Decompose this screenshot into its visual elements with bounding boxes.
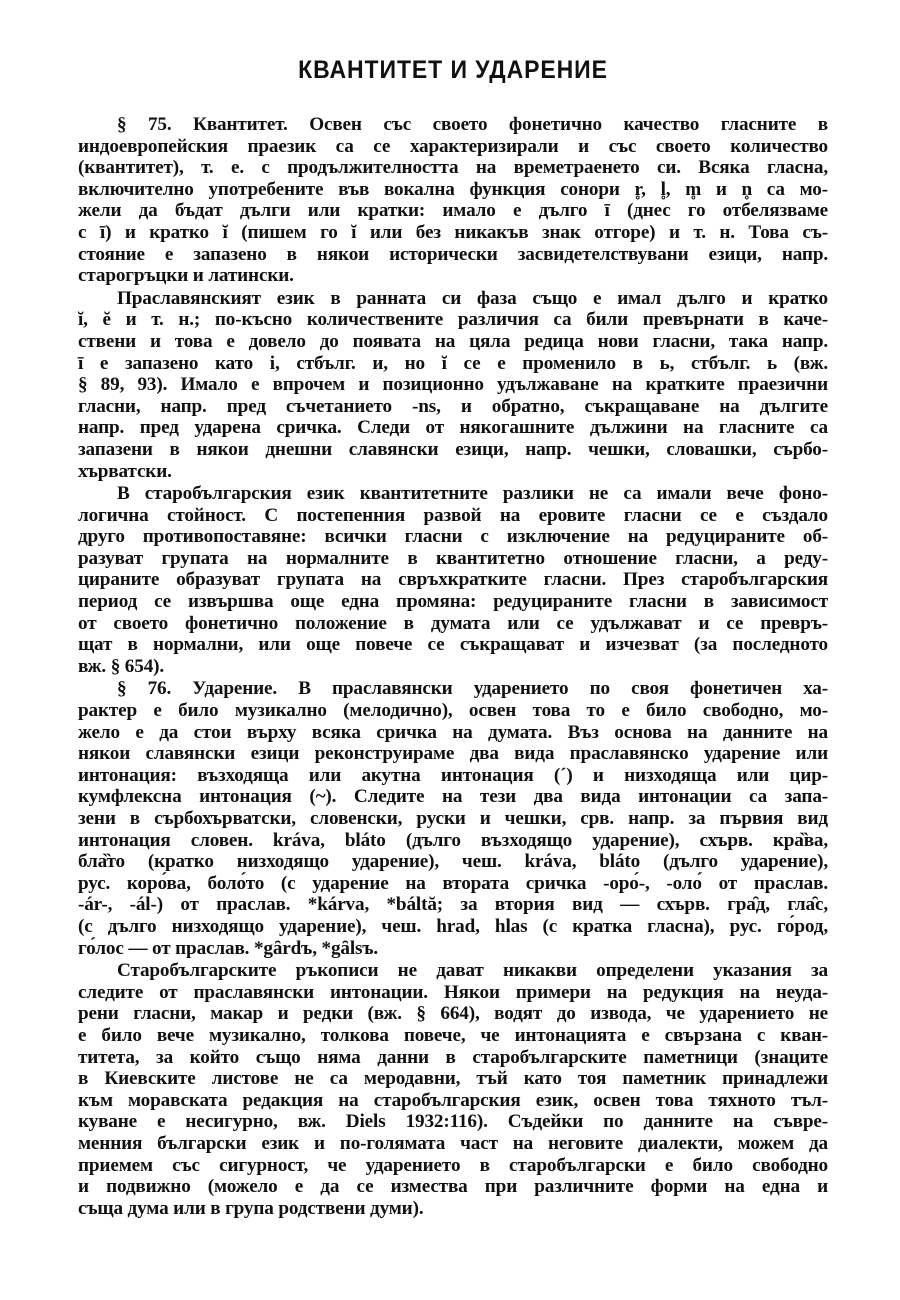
text-line: зени в сърбохърватски, словенски, руски и чешки, срв. напр. за първия вид	[78, 808, 828, 829]
text-line: Старобългарските ръкописи не дават никакви определени указания за	[117, 960, 828, 982]
text-line: титета, за който също няма данни в старобългарските паметници (знаците	[78, 1046, 828, 1068]
paragraph	[78, 483, 828, 677]
text-line: кумфлексна интонация (~). Следите на тези два вида интонации са запа-	[78, 786, 828, 808]
text-line: друго противопоставяне: всички гласни с изключение на редуцираните об-	[78, 526, 828, 548]
text-line: и подвижно (можело е да се измества при различните форми на една и	[78, 1176, 828, 1198]
text-line: § 75. Квантитет. Освен със своето фонетично качество гласните в	[117, 114, 828, 135]
paragraph	[78, 288, 828, 482]
text-line: менния български език и по-голямата част на неговите диалекти, можем да	[78, 1132, 828, 1154]
text-line: го́лос — от праслав. *gȃrdъ, *gȃlsъ.	[78, 937, 379, 959]
text-line: рус. коро́ва, боло́то (с ударение на втората сричка -оро́-, -оло́ от праслав.	[78, 872, 828, 894]
text-line: рактер е било музикално (мелодично), освен това то е било свободно, мо-	[78, 700, 828, 722]
text-line: § 76. Ударение. В праславянски ударението по своя фонетичен ха-	[117, 678, 828, 700]
text-line: някои славянски езици реконструираме два вида праславянско ударение или	[78, 743, 828, 765]
paragraph	[78, 114, 828, 287]
text-line: интонация: възходяща или акутна интонация (´) и низходяща или цир-	[78, 764, 828, 786]
text-line: ī е запазено като i, стбълг. и, но ĭ се е променило в ь, стбълг. ь (вж.	[78, 352, 828, 374]
text-line: (с дълго низходящо ударение), чеш. hrad, hlas (с кратка гласна), рус. го́род,	[78, 915, 828, 937]
text-line: включително употребените във вокална функция сонори r̥, l̥, m̥ и n̥ са мо-	[78, 178, 828, 200]
text-line: щат в нормални, или още повече се съкращават и изчезват (за последното	[78, 634, 828, 656]
text-line: разуват групата на нормалните в квантитетно отношение гласни, а реду-	[78, 547, 828, 569]
paragraph	[78, 960, 828, 1219]
book-page	[78, 56, 828, 1219]
text-line: стояние е запазено в някои исторически засвидетелствувани езици, напр.	[78, 243, 828, 265]
page-title: КВАНТИТЕТ И УДАРЕНИЕ	[298, 56, 608, 84]
text-line: с ī) и кратко ĭ (пишем го ĭ или без никакъв знак отгоре) и т. н. Това съ-	[78, 221, 828, 243]
text-line: Праславянският език в ранната си фаза също е имал дълго и кратко	[117, 287, 828, 309]
text-line: напр. пред ударена сричка. Следи от някогашните дължини на гласните са	[78, 417, 828, 439]
text-line: хърватски.	[78, 460, 172, 482]
text-line: е било вече музикално, толкова повече, че интонацията е свързана с кван-	[78, 1024, 828, 1046]
text-line: логична стойност. С постепенния развой на еровите гласни се е създало	[78, 504, 828, 526]
text-line: старогръцки и латински.	[78, 265, 294, 287]
text-line: съща дума или в група родствени думи).	[78, 1197, 424, 1219]
text-line: период се извършва още една промяна: редуцираните гласни в зависимост	[78, 591, 828, 613]
text-line: -ár-, -ál-) от праслав. *kárva, *báltă; за втория вид — схърв. гра̑д, гла̑с,	[78, 894, 828, 916]
text-line: в Киевските листове не са меродавни, тъй като тоя паметник принадлежи	[78, 1068, 828, 1090]
paragraph	[78, 678, 828, 959]
text-line: към моравската редакция на старобългарския език, освен това тяхното тъл-	[78, 1089, 828, 1111]
text-line: цираните образуват групата на свръхкратките гласни. През старобългарския	[78, 569, 828, 591]
text-line: рени гласни, макар и редки (вж. § 664), водят до извода, че ударението не	[78, 1003, 828, 1025]
text-line: интонация словен. kráva, bláto (дълго възходящо ударение), схърв. кра̏ва,	[78, 829, 828, 851]
text-line: следите от праславянски интонации. Някои примери на редукция на неуда-	[78, 981, 828, 1003]
text-line: индоевропейския праезик са се характеризирали и със своето количество	[78, 135, 828, 157]
text-line: ствени и това е довело до появата на цяла редица нови гласни, така напр.	[78, 330, 828, 352]
text-line: куване е несигурно, вж. Diels 1932:116). Съдейки по данните на съвре-	[78, 1111, 828, 1133]
text-line: В старобългарския език квантитетните разлики не са имали вече фоно-	[117, 483, 828, 505]
text-line: запазени в някои днешни славянски езици, напр. чешки, словашки, сърбо-	[78, 438, 828, 460]
text-line: жели да бъдат дълги или кратки: имало е дълго ī (днес го отбелязваме	[78, 200, 828, 222]
text-line: гласни, напр. пред съчетанието -ns, и обратно, съкращаване на дългите	[78, 395, 828, 417]
page-body	[78, 114, 828, 1219]
text-line: вж. § 654).	[78, 655, 165, 677]
text-line: (квантитет), т. е. с продължителността на времетраенето си. Всяка гласна,	[78, 157, 828, 179]
text-line: бла̏то (кратко низходящо ударение), чеш. kráva, bláto (дълго ударение),	[78, 851, 828, 873]
text-line: § 89, 93). Имало е впрочем и позиционно удължаване на кратките праезични	[78, 374, 828, 396]
text-line: жело е да стои върху всяка сричка на думата. Въз основа на данните на	[78, 721, 828, 743]
text-line: ĭ, ĕ и т. н.; по-късно количествените различия са били превърнати в каче-	[78, 309, 828, 331]
text-line: приемем със сигурност, че ударението в старобългарски е било свободно	[78, 1154, 828, 1176]
text-line: от своето фонетично положение в думата или се удължават и се превръ-	[78, 612, 828, 634]
